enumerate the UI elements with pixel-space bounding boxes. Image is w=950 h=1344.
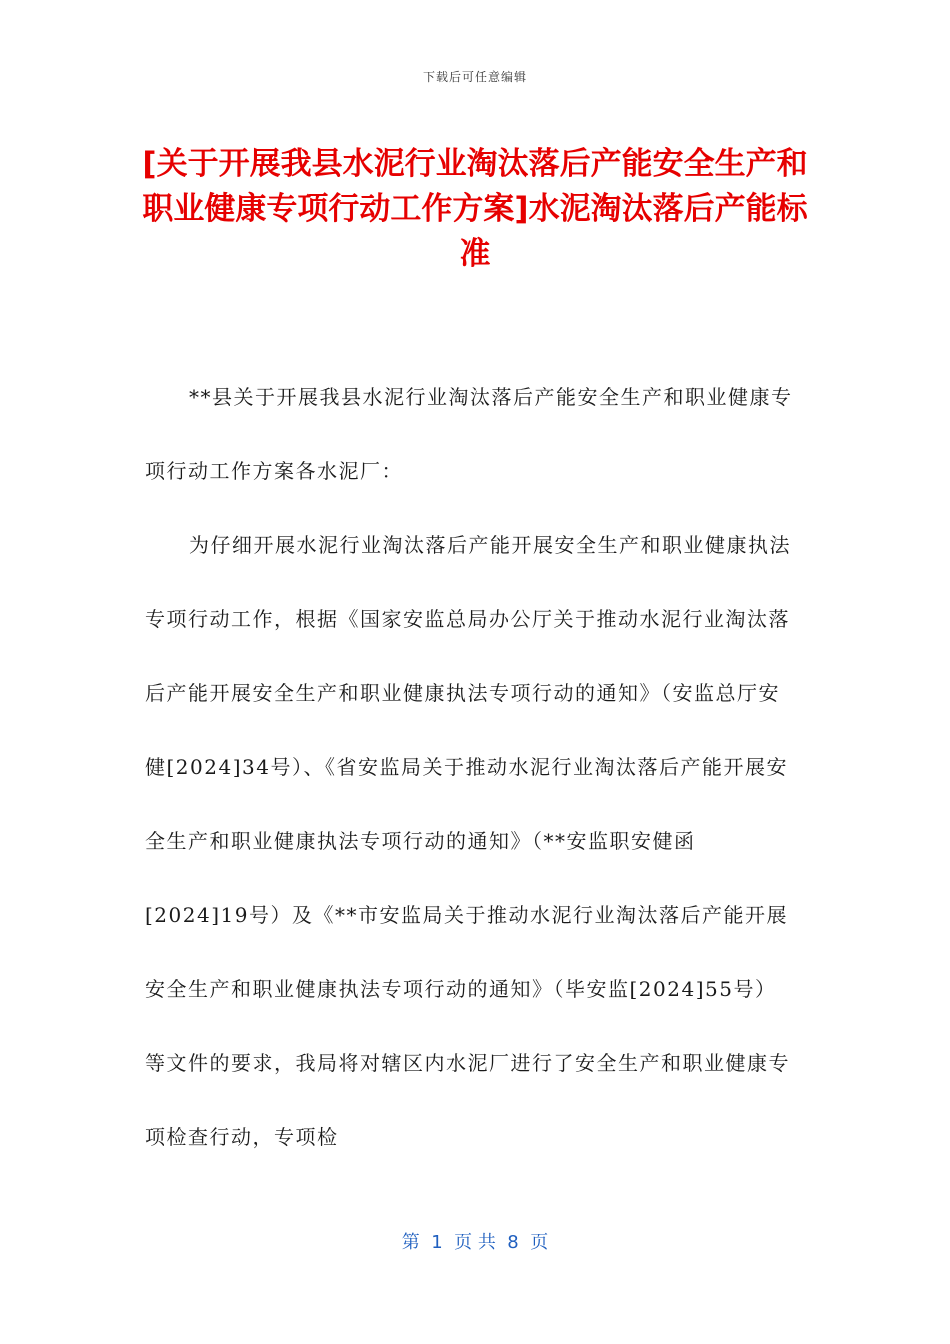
paragraph-addressee: **县关于开展我县水泥行业淘汰落后产能安全生产和职业健康专项行动工作方案各水泥厂： (145, 385, 793, 483)
document-title: [关于开展我县水泥行业淘汰落后产能安全生产和职业健康专项行动工作方案]水泥淘汰落后产能标准 (142, 146, 808, 272)
page-number-footer: 第 1 页 共 8 页 (401, 1232, 549, 1253)
paragraph-body: 为仔细开展水泥行业淘汰落后产能开展安全生产和职业健康执法专项行动工作，根据《国家安监总局办公厅关于推动水泥行业淘汰落后产能开展安全生产和职业健康执法专项行动的通知》（安监总厅安健[2024]34号）、《省安监局关于推动水泥行业淘汰落后产能开展安全生产和职业健康执法专项行动的通知》（**安监职安健函[2024]19号）及《**市安监局关于推动水泥行业淘汰落后产能开展安全生产和职业健康执法专项行动的通知》（毕安监[2024]55号）等文件的要求，我局将对辖区内水泥厂进行了安全生产和职业健康专项检查行动，专项检 (145, 533, 791, 1149)
header-note: 下载后可任意编辑 (422, 70, 527, 84)
